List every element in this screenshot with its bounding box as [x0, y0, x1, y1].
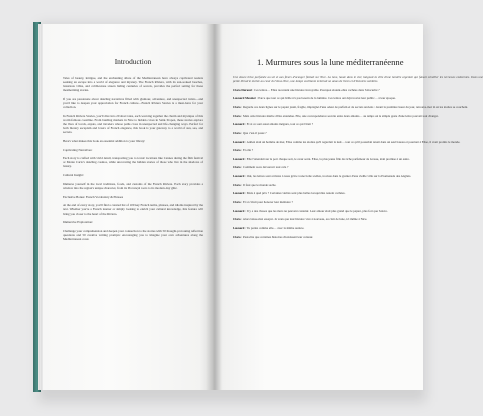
dialogue-line	[233, 105, 483, 109]
speaker-name: Clara	[233, 200, 241, 205]
dialogue-line	[233, 217, 483, 221]
speaker-name: Léonard	[233, 191, 245, 196]
dialogue-text: : Elle l'attendait sur le port chaque soir, le cœur serré. Elise, la plus jeune fille du riche parfumeur de Grasse, était promise à un autre.	[245, 156, 410, 161]
dialogue-text: : Ces lettres… Elles racontent une histoire incroyable. Pourquoi étaient-elles cachées dans l'obscurité ?	[252, 87, 380, 92]
speaker-name: Léonard	[233, 208, 245, 213]
dialogue-text: : Oui, les lettres sont arrivées à nous grâce à une boîte scellée, trouvée dans le grenier d'une vieille villa sur la Promenade des Anglais.	[245, 174, 412, 179]
dialogue-text: : Et elle ?	[241, 148, 254, 153]
intro-paragraph-1: Tales of beauty, intrigue, and the enchanting allure of the Mediterranean have always captivated readers seeking an escape into a world of elegance and mystery. The French Riviera, with its sun-soaked beaches, luxurious villas, and cobblestone streets hiding centuries of secrets, provides the perfect setting for these mesmerizing stories.	[63, 76, 203, 93]
speaker-name: Léonard Mesnier	[233, 96, 256, 101]
speaker-name: Clara	[233, 234, 241, 239]
dialogue-line	[233, 165, 483, 169]
speaker-name: Clara	[233, 148, 241, 153]
speaker-name: Clara Durand	[233, 87, 252, 92]
dialogue-text: : Tu parles comme elle… avec la même audace.	[245, 225, 305, 230]
dialogue-line	[233, 148, 483, 152]
intro-paragraph-10: At the end of every story, you'll find a curated list of 100 key French terms, phrases, and idioms inspired by the text. Whether you're a French learner or simply looking to enrich your cultural knowledge, this feature will bring you closer to the heart of the Riviera.	[63, 203, 203, 216]
dialogue-text: : Adrien était un homme de mer, Elise comme les étoiles qu'il regardait la nuit… tout ce qu'il possédait tenait dans un seul bateau et pourtant à Elise, il avait promis le monde.	[245, 139, 461, 144]
dialogue-text: : Peut-être que certaines histoires choisissent leur conteur.	[241, 234, 313, 239]
speaker-name: Clara	[233, 113, 241, 118]
dialogue-line	[233, 226, 483, 230]
chapter-title: 1. Murmures sous la lune méditerranéenne	[257, 57, 404, 67]
right-page-content	[233, 57, 483, 243]
dialogue-line	[233, 96, 483, 100]
dialogue-line	[233, 88, 483, 92]
dialogue-line	[233, 140, 483, 144]
section-heading-bonus: Exclusive Bonus: French Vocabulary & Phrases	[63, 194, 124, 199]
dialogue-line	[233, 174, 483, 178]
speaker-name: Clara	[233, 182, 241, 187]
dialogue-text: : Et si c'était pour honorer leur mémoire ?	[241, 200, 293, 205]
intro-paragraph-8: Immerse yourself in the local traditions, foods, and customs of the French Riviera. Each story provides a window into the region's unique character, from its Provençal roots to its modern-day glitz.	[63, 181, 203, 190]
section-heading-narratives: Captivating Narratives:	[63, 147, 93, 152]
dialogue-text: : Mais cette histoire mérite d'être entendue. Elle, une correspondance secrète entre deux amants… au temps où le simple geste d'une lettre pouvait tout changer.	[241, 113, 439, 118]
intro-paragraph-4: Here's what makes this book an essential addition to your library:	[63, 138, 146, 143]
intro-paragraph-6: Each story is crafted with vivid detail, transporting you to iconic locations like Cannes during the film festival or Monte Carlo's dazzling casinos, while uncovering the hidden stories of those who live in the shadows of luxury.	[63, 156, 203, 169]
right-page	[213, 24, 483, 390]
dialogue-text: : Il y a des choses que les mots ne peuvent contenir. Leur amour était plus grand que le papier, plus fort que l'encre.	[245, 208, 388, 213]
left-page	[43, 24, 213, 390]
speaker-name: Léonard	[233, 225, 245, 230]
dialogue-text: : Il faut que le monde sache.	[241, 182, 277, 187]
intro-paragraph-3: In French Riviera Stories, you'll dive into 20 short tales, each weaving together the charm and mystique of this world-famous coastline. From bustling markets in Nice to hidden coves in Saint-Tropez, these stories explore the lives of locals, expats, and travelers whose paths cross in unexpected and life-changing ways. Perfect for both literary escapism and lovers of French elegance, this book is your gateway to a world of sun, sea, and secrets.	[63, 113, 203, 135]
dialogue-text: : Comment as-tu découvert tout cela ?	[241, 165, 289, 170]
speaker-name: Léonard	[233, 122, 245, 127]
dialogue-text: : Parce que tout ce qui brille n'a pas besoin de la lumière. Ces lettres ont déjà trouvé leur public… à leur époque.	[256, 96, 396, 101]
left-page-title: Introduction	[114, 57, 152, 66]
dialogue-line	[233, 209, 483, 213]
intro-paragraph-12: Challenge your comprehension and deepen your connection to the stories with 50 thought-provoking reflection questions and 50 creative writing prompts: encouraging you to imagine your own adventures along the Mediterranean coast.	[63, 228, 203, 242]
dialogue-text: : Et si ce sont aussi amants inégaux, tout ce qui l'était ?	[245, 122, 314, 127]
dialogue-line	[233, 191, 483, 195]
speaker-name: Clara	[233, 165, 241, 170]
speaker-name: Clara	[233, 104, 241, 109]
dialogue-line	[233, 122, 483, 126]
dialogue-line	[233, 131, 483, 135]
speaker-name: Léonard	[233, 174, 245, 179]
dialogue-line	[233, 114, 483, 118]
speaker-name: Léonard	[233, 139, 245, 144]
dialogue-text: : Alors laisse-moi essayer. Je veux que leur histoire vive à nouveau, au clair de lune, ici même à Nice.	[241, 217, 368, 222]
dialogue-text: : Mais à quel prix ? Certaines vérités sont plus belles lorsqu'elles restent cachées.	[245, 191, 346, 196]
dialogue-line	[233, 235, 483, 239]
section-heading-exploration: Immersive Exploration:	[63, 220, 93, 225]
dialogue-line	[233, 200, 483, 204]
dialogue-text: : Regarde ces deux lignes sur le papier jauni, fragile, imprégné d'une odeur de parfum et de secrets anciens : Avant la première lueur du jour, retrouve-moi là où les étoiles se couchent.	[241, 104, 468, 109]
speaker-name: Léonard	[233, 156, 245, 161]
intro-paragraph-2: If you are passionate about dazzling narratives filled with glamour, adventure, and unexpected twists—and you'd like to deepen your appreciation for French culture—French Riviera Stories is a must-have for your collection.	[63, 96, 203, 110]
speaker-name: Clara	[233, 130, 241, 135]
section-heading-cultural: Cultural Insight:	[63, 173, 84, 178]
left-page-content	[63, 57, 203, 246]
dialogue-line	[233, 183, 483, 187]
book-gutter	[206, 24, 222, 390]
chapter-intro: Une douce brise parfumée au sel et aux fleurs d'oranger flottait sur Nice. La lune, haute dans le ciel, baignait la ville d'une lumière argentée qui faisait scintiller les terrasses endormies. Dans une petite librairie nichée au cœur du Vieux-Nice, une lampe vacillante éclairait un amas de livres et d'histoires oubliées.	[233, 75, 483, 84]
dialogue-text: : Que c'est-il passé ?	[241, 130, 267, 135]
dialogue-line	[233, 157, 483, 161]
dialogue-list	[233, 88, 483, 239]
speaker-name: Clara	[233, 217, 241, 222]
